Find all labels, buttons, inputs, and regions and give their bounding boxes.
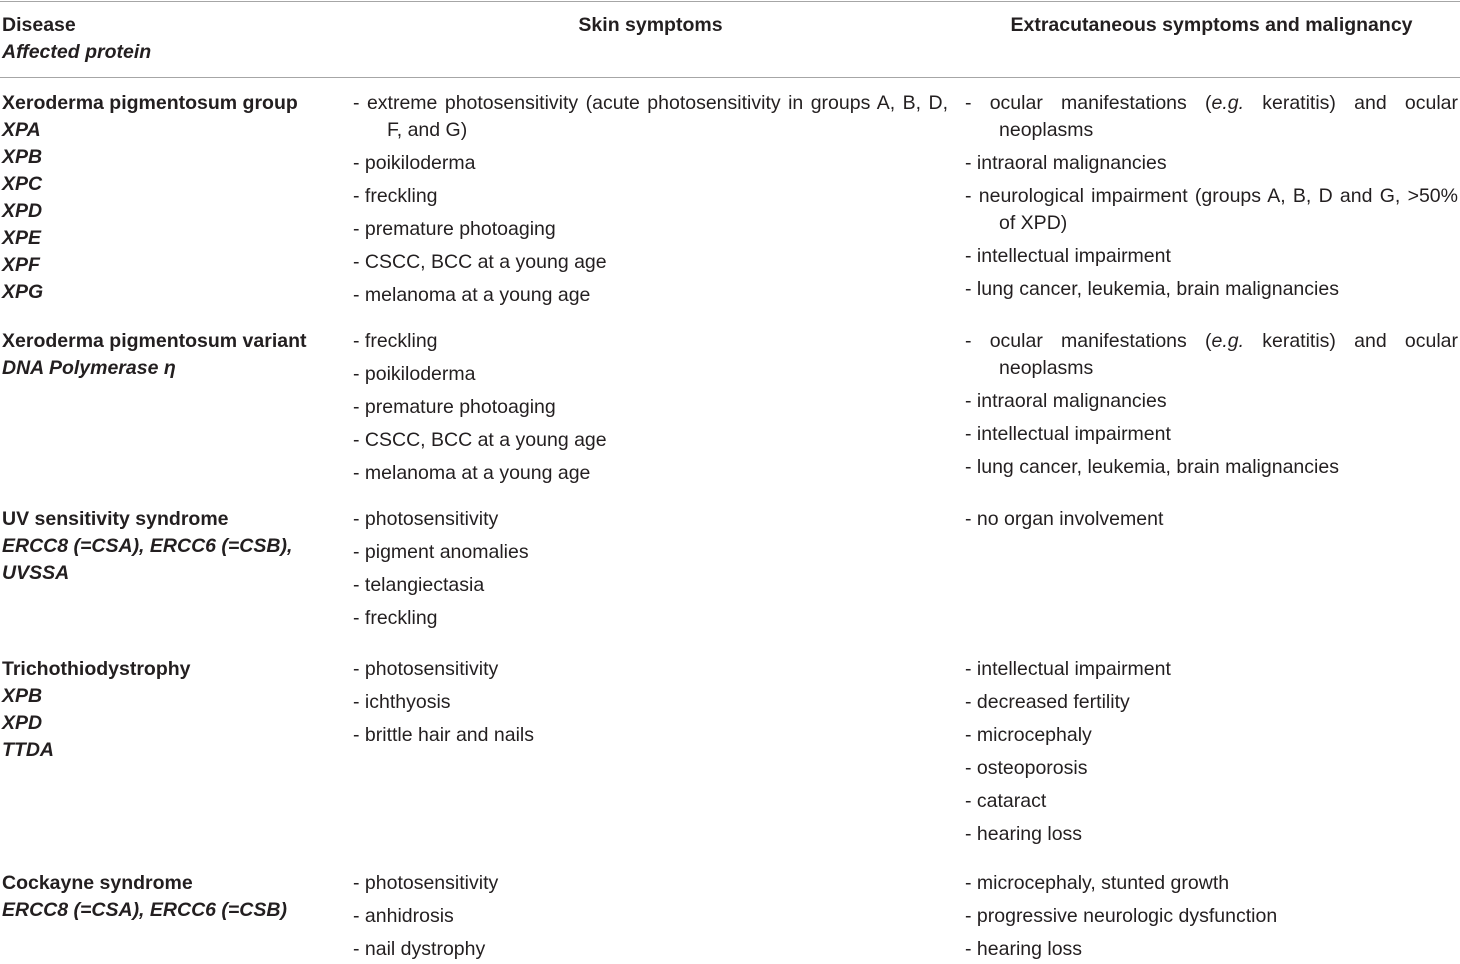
disease-name: Trichothiodystrophy bbox=[2, 658, 191, 680]
skin-symptom-item: - freckling bbox=[353, 330, 438, 352]
skin-symptom-item: - CSCC, BCC at a young age bbox=[353, 251, 607, 273]
header-rule bbox=[0, 77, 1460, 78]
extracutaneous-symptom-item: - lung cancer, leukemia, brain malignancies bbox=[965, 456, 1339, 478]
affected-protein: XPA bbox=[2, 119, 41, 141]
extracutaneous-cell bbox=[965, 656, 1458, 848]
header-affected-protein: Affected protein bbox=[2, 41, 152, 63]
header-skin-symptoms: Skin symptoms bbox=[578, 14, 723, 36]
extracutaneous-cell bbox=[965, 870, 1458, 963]
skin-symptom-item: - photosensitivity bbox=[353, 508, 499, 530]
skin-symptom-item: - freckling bbox=[353, 185, 438, 207]
extracutaneous-symptom-item: - neurological impairment (groups A, B, D and G, >50% of XPD) bbox=[965, 185, 1458, 234]
skin-symptom-item: - CSCC, BCC at a young age bbox=[353, 429, 607, 451]
extracutaneous-symptom-item bbox=[965, 90, 1458, 144]
disease-cell bbox=[2, 870, 332, 924]
affected-protein: XPG bbox=[2, 281, 44, 303]
extracutaneous-cell bbox=[965, 90, 1458, 303]
skin-symptom-item: - pigment anomalies bbox=[353, 541, 529, 563]
skin-symptom-item: - anhidrosis bbox=[353, 905, 454, 927]
skin-symptom-item: - melanoma at a young age bbox=[353, 462, 591, 484]
text-segment: - ocular manifestations ( bbox=[965, 92, 1212, 114]
text-segment: keratitis) and ocular neoplasms bbox=[999, 92, 1458, 141]
skin-symptom-item: - melanoma at a young age bbox=[353, 284, 591, 306]
extracutaneous-symptom-list bbox=[965, 90, 1458, 303]
top-rule bbox=[0, 1, 1460, 2]
disease-cell bbox=[2, 90, 332, 306]
extracutaneous-symptom-list bbox=[965, 506, 1458, 533]
skin-symptom-item: - premature photoaging bbox=[353, 218, 556, 240]
text-segment: keratitis) and ocular neoplasms bbox=[999, 330, 1458, 379]
extracutaneous-symptom-item: - lung cancer, leukemia, brain malignancies bbox=[965, 278, 1339, 300]
disease-name: Xeroderma pigmentosum group bbox=[2, 92, 298, 114]
extracutaneous-symptom-item bbox=[965, 328, 1458, 382]
extracutaneous-symptom-item: - cataract bbox=[965, 790, 1047, 812]
skin-symptom-list bbox=[353, 870, 948, 963]
affected-protein: ERCC8 (=CSA), ERCC6 (=CSB) bbox=[2, 899, 287, 921]
skin-symptom-item: - ichthyosis bbox=[353, 691, 451, 713]
skin-symptom-item: - freckling bbox=[353, 607, 438, 629]
skin-symptoms-cell bbox=[353, 90, 948, 309]
text-segment: - ocular manifestations ( bbox=[965, 330, 1212, 352]
extracutaneous-symptom-item: - hearing loss bbox=[965, 938, 1083, 960]
extracutaneous-symptom-item: - microcephaly, stunted growth bbox=[965, 872, 1230, 894]
italic-text: e.g. bbox=[1211, 330, 1245, 352]
disease-name: UV sensitivity syndrome bbox=[2, 508, 229, 530]
table-row bbox=[2, 328, 1458, 487]
skin-symptom-list bbox=[353, 506, 948, 632]
skin-symptom-item: - poikiloderma bbox=[353, 152, 476, 174]
skin-symptom-list bbox=[353, 328, 948, 487]
table-header bbox=[2, 12, 1458, 66]
disease-cell bbox=[2, 506, 332, 587]
extracutaneous-symptom-item: - intellectual impairment bbox=[965, 423, 1171, 445]
extracutaneous-symptom-item: - intellectual impairment bbox=[965, 245, 1171, 267]
header-disease-cell bbox=[2, 12, 332, 66]
extracutaneous-symptom-item: - progressive neurologic dysfunction bbox=[965, 905, 1278, 927]
affected-protein: XPB bbox=[2, 146, 43, 168]
affected-protein: DNA Polymerase η bbox=[2, 357, 176, 379]
header-disease: Disease bbox=[2, 14, 76, 36]
skin-symptoms-cell bbox=[353, 870, 948, 963]
skin-symptom-item: - extreme photosensitivity (acute photosensitivity in groups A, B, D, F, and G) bbox=[353, 92, 948, 141]
table-row bbox=[2, 90, 1458, 309]
extracutaneous-symptom-item: - microcephaly bbox=[965, 724, 1092, 746]
skin-symptoms-cell bbox=[353, 656, 948, 749]
extracutaneous-symptom-item: - decreased fertility bbox=[965, 691, 1130, 713]
affected-protein: XPD bbox=[2, 712, 43, 734]
skin-symptom-item: - nail dystrophy bbox=[353, 938, 486, 960]
affected-protein: ERCC8 (=CSA), ERCC6 (=CSB), UVSSA bbox=[2, 535, 293, 584]
italic-text: e.g. bbox=[1211, 92, 1245, 114]
skin-symptom-item: - photosensitivity bbox=[353, 872, 499, 894]
affected-protein: XPD bbox=[2, 200, 43, 222]
extracutaneous-symptom-item: - no organ involvement bbox=[965, 508, 1164, 530]
extracutaneous-symptom-item: - intraoral malignancies bbox=[965, 390, 1167, 412]
extracutaneous-cell bbox=[965, 506, 1458, 533]
skin-symptom-item: - telangiectasia bbox=[353, 574, 485, 596]
extracutaneous-symptom-item: - osteoporosis bbox=[965, 757, 1088, 779]
extracutaneous-symptom-item: - intraoral malignancies bbox=[965, 152, 1167, 174]
extracutaneous-cell bbox=[965, 328, 1458, 481]
extracutaneous-symptom-list bbox=[965, 328, 1458, 481]
header-extracutaneous-symptoms: Extracutaneous symptoms and malignancy bbox=[1010, 14, 1413, 36]
extracutaneous-symptom-list bbox=[965, 870, 1458, 963]
affected-protein: XPE bbox=[2, 227, 42, 249]
disease-name: Xeroderma pigmentosum variant bbox=[2, 330, 307, 352]
skin-symptom-item: - poikiloderma bbox=[353, 363, 476, 385]
disease-cell bbox=[2, 328, 332, 382]
skin-symptom-list bbox=[353, 656, 948, 749]
table-row bbox=[2, 506, 1458, 632]
extracutaneous-symptom-item: - hearing loss bbox=[965, 823, 1083, 845]
skin-symptom-list bbox=[353, 90, 948, 309]
extracutaneous-symptom-list bbox=[965, 656, 1458, 848]
table-row bbox=[2, 656, 1458, 848]
affected-protein: XPF bbox=[2, 254, 40, 276]
affected-protein: XPB bbox=[2, 685, 43, 707]
affected-protein: XPC bbox=[2, 173, 43, 195]
affected-protein: TTDA bbox=[2, 739, 54, 761]
skin-symptom-item: - brittle hair and nails bbox=[353, 724, 535, 746]
skin-symptom-item: - photosensitivity bbox=[353, 658, 499, 680]
disease-name: Cockayne syndrome bbox=[2, 872, 193, 894]
skin-symptoms-cell bbox=[353, 506, 948, 632]
skin-symptoms-cell bbox=[353, 328, 948, 487]
extracutaneous-symptom-item: - intellectual impairment bbox=[965, 658, 1171, 680]
disease-cell bbox=[2, 656, 332, 764]
table-row bbox=[2, 870, 1458, 963]
skin-symptom-item: - premature photoaging bbox=[353, 396, 556, 418]
